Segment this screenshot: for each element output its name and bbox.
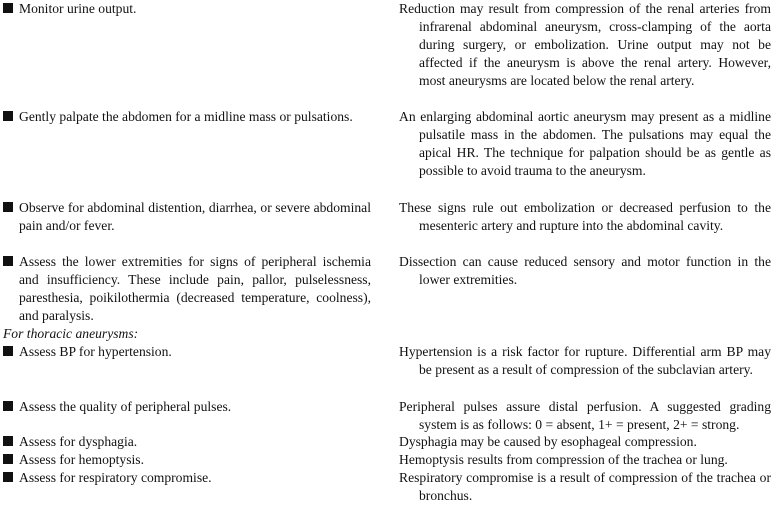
rationale-text: Peripheral pulses assure distal perfusion. A suggested grading system is as follows: 0 = absent, 1+ = present, 2+ = strong.	[399, 399, 771, 432]
square-bullet-icon	[3, 202, 13, 212]
square-bullet-icon	[3, 454, 13, 464]
square-bullet-icon	[3, 346, 13, 356]
square-bullet-icon	[3, 3, 13, 13]
action-cell	[3, 253, 371, 325]
rationale-text: Reduction may result from compression of the renal arteries from infrarenal abdominal aneurysm, cross-clamping of the aorta during surgery, or embolization. Urine output may not be affected if the aneurysm is above the renal artery. However, most aneurysms are located below the renal artery.	[399, 1, 771, 88]
square-bullet-icon	[3, 436, 13, 446]
action-cell	[3, 469, 371, 487]
action-text: Assess for hemoptysis.	[19, 452, 144, 467]
section-heading: For thoracic aneurysms:	[3, 326, 139, 341]
action-text: Observe for abdominal distention, diarrhea, or severe abdominal pain and/or fever.	[19, 200, 371, 233]
rationale-text: Hypertension is a risk factor for rupture. Differential arm BP may be present as a result of compression of the subclavian artery.	[399, 344, 771, 377]
action-cell	[3, 108, 371, 126]
rationale-text: These signs rule out embolization or decreased perfusion to the mesenteric artery and rupture into the abdominal cavity.	[399, 200, 771, 233]
square-bullet-icon	[3, 401, 13, 411]
square-bullet-icon	[3, 472, 13, 482]
action-text: Assess for dysphagia.	[19, 434, 138, 449]
action-text: Gently palpate the abdomen for a midline mass or pulsations.	[19, 109, 353, 124]
rationale-text: Hemoptysis results from compression of the trachea or lung.	[399, 452, 728, 467]
square-bullet-icon	[3, 256, 13, 266]
action-cell	[3, 343, 371, 361]
action-text: Assess the lower extremities for signs of peripheral ischemia and insufficiency. These include pain, pallor, pulselessness, paresthesia, poikilothermia (decreased temperature, coolness), and paralysis.	[19, 254, 371, 323]
rationale-text: Respiratory compromise is a result of compression of the trachea or bronchus.	[399, 470, 771, 503]
action-cell	[3, 398, 371, 416]
rationale-text: Dysphagia may be caused by esophageal compression.	[399, 434, 697, 449]
action-text: Assess BP for hypertension.	[19, 344, 172, 359]
square-bullet-icon	[3, 111, 13, 121]
rationale-text: Dissection can cause reduced sensory and motor function in the lower extremities.	[399, 254, 771, 287]
action-text: Assess the quality of peripheral pulses.	[19, 399, 232, 414]
action-cell	[3, 433, 371, 451]
action-cell	[3, 451, 371, 469]
action-text: Monitor urine output.	[19, 1, 137, 16]
action-cell	[3, 0, 371, 18]
action-text: Assess for respiratory compromise.	[19, 470, 212, 485]
action-cell	[3, 199, 371, 235]
rationale-text: An enlarging abdominal aortic aneurysm may present as a midline pulsatile mass in the abdomen. The pulsations may equal the apical HR. The technique for palpation should be as gentle as possible to avoid trauma to the aneurysm.	[399, 109, 771, 178]
